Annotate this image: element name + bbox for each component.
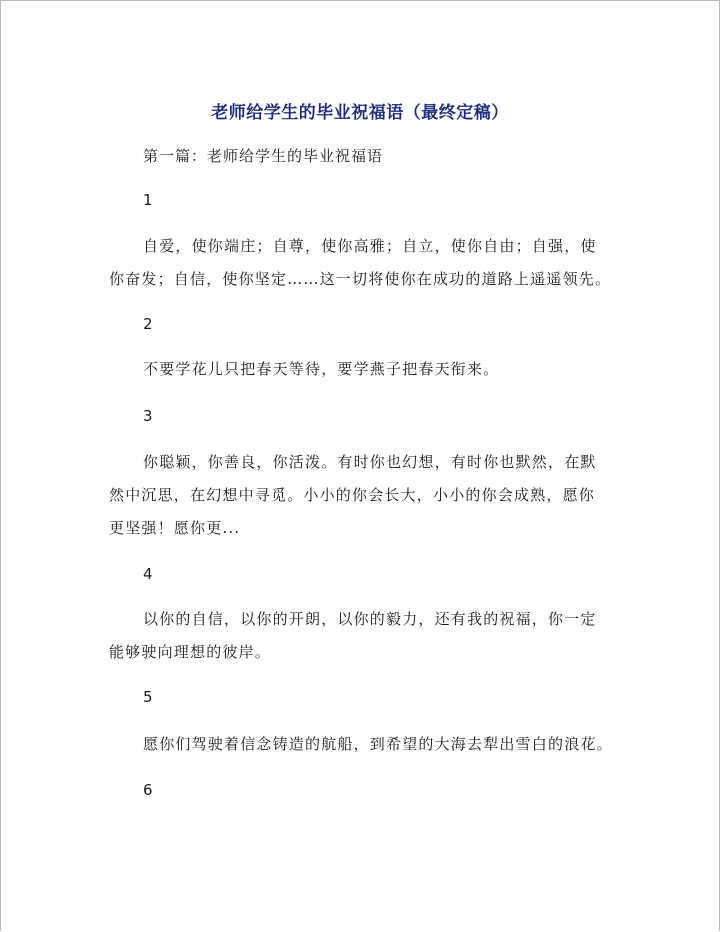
- entry-number: 1: [143, 191, 153, 209]
- paragraph-line: 自爱，使你端庄；自尊，使你高雅；自立，使你自由；自强，使: [143, 237, 597, 255]
- paragraph-line: 愿你们驾驶着信念铸造的航船，到希望的大海去犁出雪白的浪花。: [143, 735, 613, 753]
- document-title: 老师给学生的毕业祝福语（最终定稿）: [211, 103, 509, 123]
- paragraph-line: 不要学花儿只把春天等待，要学燕子把春天衔来。: [143, 360, 500, 378]
- paragraph-line: 以你的自信，以你的开朗，以你的毅力，还有我的祝福，你一定: [143, 610, 597, 628]
- entry-number: 6: [143, 781, 153, 799]
- paragraph-line: 能够驶向理想的彼岸。: [109, 643, 272, 661]
- paragraph-line: 然中沉思，在幻想中寻觅。小小的你会长大，小小的你会成熟，愿你: [109, 486, 596, 504]
- entry-paragraph: [109, 603, 639, 669]
- entry-number: 4: [143, 565, 153, 583]
- entry-number: 3: [143, 407, 153, 425]
- paragraph-line: 更坚强！愿你更...: [109, 519, 241, 537]
- entry-paragraph: [109, 353, 639, 386]
- entry-paragraph: [109, 230, 639, 296]
- entry-paragraph: [109, 728, 639, 761]
- entry-number: 5: [143, 688, 153, 706]
- paragraph-line: 你奋发；自信，使你坚定……这一切将使你在成功的道路上遥遥领先。: [109, 270, 612, 288]
- paragraph-line: 你聪颖，你善良，你活泼。有时你也幻想，有时你也默然，在默: [143, 453, 597, 471]
- entry-number: 2: [143, 315, 153, 333]
- section-heading: 第一篇：老师给学生的毕业祝福语: [143, 147, 384, 165]
- entry-paragraph: [109, 446, 639, 545]
